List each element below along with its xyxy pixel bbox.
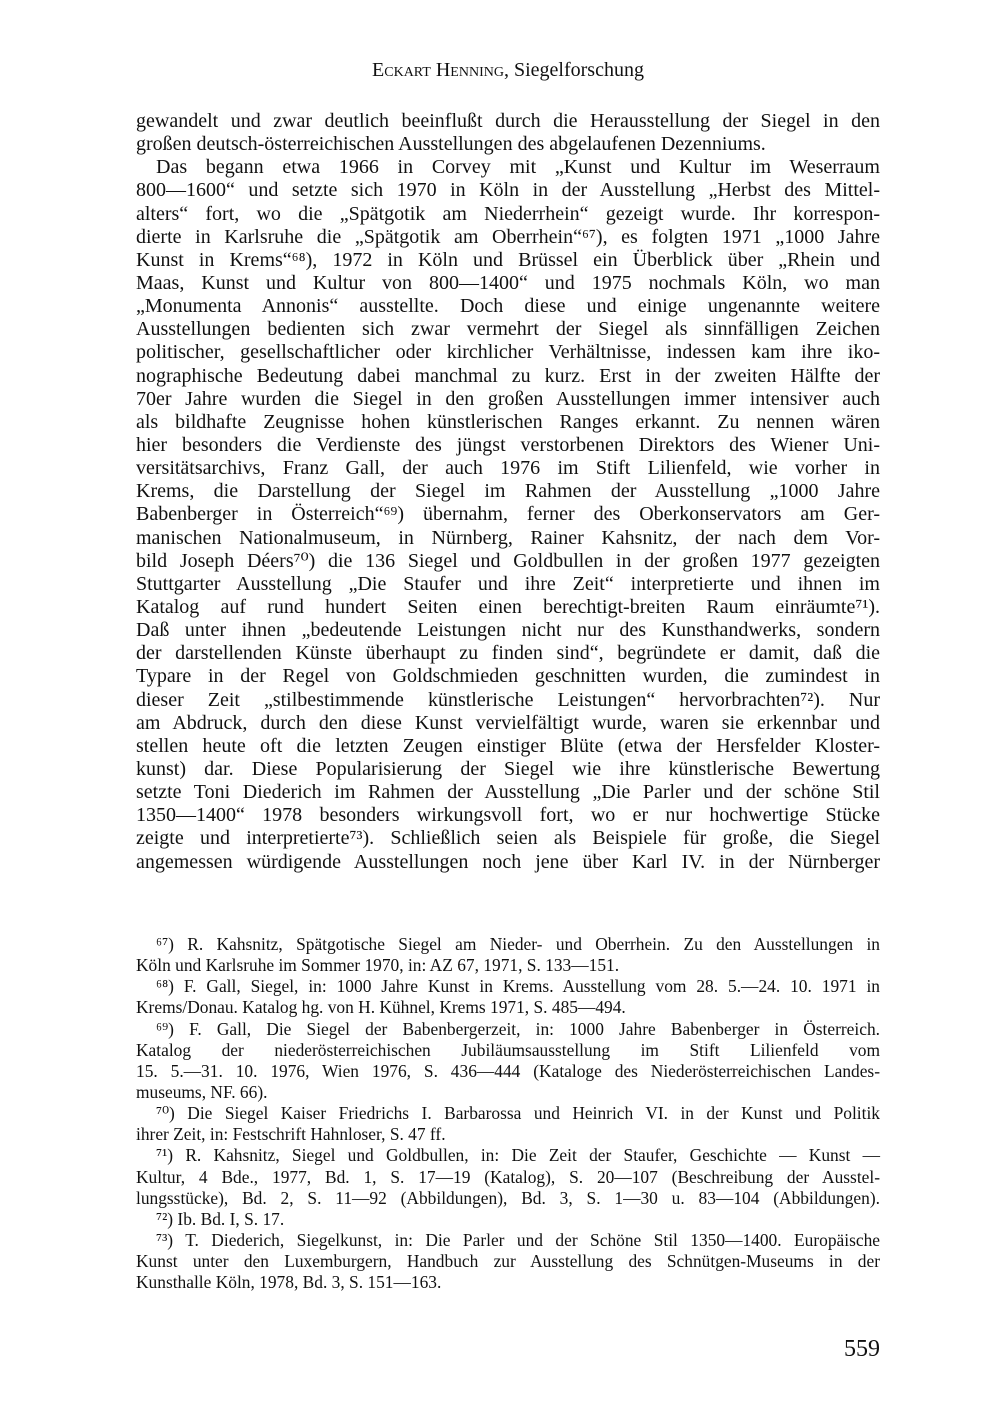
body-line: bild Joseph Déers⁷⁰) die 136 Siegel und Goldbullen in der großen 1977 gezeigten [136,549,880,572]
footnote-line: Kultur, 4 Bde., 1977, Bd. 1, S. 17—19 (Katalog), S. 20—107 (Beschreibung der Ausstel- [136,1166,880,1187]
running-head-author: Eckart Henning [372,59,504,81]
body-line: versitätsarchivs, Franz Gall, der auch 1976 im Stift Lilienfeld, wie vorher in [136,457,880,480]
footnote-line: museums, NF. 66). [136,1081,268,1102]
footnote-line: Kunst unter den Luxemburgern, Handbuch zur Ausstellung des Schnütgen-Museums in der [136,1251,880,1272]
footnote-line: Kunsthalle Köln, 1978, Bd. 3, S. 151—163. [136,1272,442,1293]
page-number: 559 [844,1336,880,1362]
body-line: 800—1600“ und setzte sich 1970 in Köln in der Ausstellung „Herbst des Mittel- [136,179,880,202]
footnote-line: ihrer Zeit, in: Festschrift Hahnloser, S. 47 ff. [136,1124,446,1145]
body-line: hier besonders die Verdienste des jüngst verstorbenen Direktors des Wiener Uni- [136,433,880,456]
body-line: Katalog auf rund hundert Seiten einen berechtigt-breiten Raum einräumte⁷¹). [136,595,880,618]
body-line: nographische Bedeutung dabei manchmal zu kurz. Erst in der zweiten Hälfte der [136,364,880,387]
body-line: großen deutsch-österreichischen Ausstellungen des abgelaufenen Dezenniums. [136,133,766,156]
body-line: Das begann etwa 1966 in Corvey mit „Kunst und Kultur im Weserraum [156,156,880,179]
body-line: Maas, Kunst und Kultur von 800—1400“ und 1975 nochmals Köln, wo man [136,271,880,294]
body-line: Babenberger in Österreich“⁶⁹) übernahm, ferner des Oberkonservators am Ger- [136,503,880,526]
footnote-line: lungsstücke), Bd. 2, S. 11—92 (Abbildungen), Bd. 3, S. 1—30 u. 83—104 (Abbildungen). [136,1187,880,1208]
footnotes [136,934,880,1293]
body-line: gewandelt und zwar deutlich beeinflußt durch die Herausstellung der Siegel in den [136,110,880,132]
body-line: „Monumenta Annonis“ ausstellte. Doch diese und einige ungenannte weitere [136,295,880,318]
footnote-line: ⁷⁰) Die Siegel Kaiser Friedrichs I. Barbarossa und Heinrich VI. in der Kunst und Politik [156,1103,880,1124]
body-line: kunst) dar. Diese Popularisierung der Siegel wie ihre künstlerische Bewertung [136,757,880,780]
body-line: der darstellenden Künste überhaupt zu finden sind“, begründete er damit, daß die [136,642,880,665]
footnote-line: ⁶⁷) R. Kahsnitz, Spätgotische Siegel am Nieder- und Oberrhein. Zu den Ausstellungen in [156,934,880,954]
body-line: setzte Toni Diederich im Rahmen der Ausstellung „Die Parler und der schöne Stil [136,781,880,804]
footnote-line: Katalog der niederösterreichischen Jubiläumsausstellung im Stift Lilienfeld vom [136,1039,880,1060]
running-head [136,56,880,84]
running-head-title: , Siegelforschung [503,59,644,81]
body-line: Daß unter ihnen „bedeutende Leistungen nicht nur des Kunsthandwerks, sondern [136,619,880,642]
body-line: als bildhafte Zeugnisse hohen künstlerischen Ranges erkannt. Zu nennen wären [136,410,880,433]
body-line: alters“ fort, wo die „Spätgotik am Niederrhein“ gezeigt wurde. Ihr korrespon- [136,202,880,225]
footnote-line: 15. 5.—31. 10. 1976, Wien 1976, S. 436—444 (Kataloge des Niederösterreichischen Landes- [136,1060,880,1081]
body-line: 1350—1400“ 1978 besonders wirkungsvoll fort, wo er nur hochwertige Stücke [136,804,880,827]
footnote-line: Krems/Donau. Katalog hg. von H. Kühnel, Krems 1971, S. 485—494. [136,997,626,1018]
body-line: 70er Jahre wurden die Siegel in den großen Ausstellungen immer intensiver auch [136,387,880,410]
footnote-line: ⁷²) Ib. Bd. I, S. 17. [156,1208,285,1229]
footnote-line: ⁷¹) R. Kahsnitz, Siegel und Goldbullen, in: Die Zeit der Staufer, Geschichte — Kunst — [156,1145,880,1166]
body-line: manischen Nationalmuseum, in Nürnberg, Rainer Kahsnitz, der nach dem Vor- [136,526,880,549]
body-line: am Abdruck, durch den diese Kunst vervielfältigt wurde, waren sie erkennbar und [136,711,880,734]
body-line: zeigte und interpretierte⁷³). Schließlich seien als Beispiele für große, die Siegel [136,827,880,850]
body-line: Ausstellungen bedienten sich zwar vermehrt der Siegel als sinnfälligen Zeichen [136,318,880,341]
body-line: Stuttgarter Ausstellung „Die Staufer und ihre Zeit“ interpretierte und ihnen im [136,572,880,595]
footnote-line: Köln und Karlsruhe im Sommer 1970, in: AZ 67, 1971, S. 133—151. [136,955,620,976]
body-line: Krems, die Darstellung der Siegel im Rahmen der Ausstellung „1000 Jahre [136,480,880,503]
body-text [136,110,880,874]
footnote-line: ⁶⁸) F. Gall, Siegel, in: 1000 Jahre Kunst in Krems. Ausstellung vom 28. 5.—24. 10. 1971 in [156,976,880,997]
body-line: politischer, gesellschaftlicher oder kirchlicher Verhältnisse, indessen kam ihre iko- [136,341,880,364]
body-line: dierte in Karlsruhe die „Spätgotik am Oberrhein“⁶⁷), es folgten 1971 „1000 Jahre [136,225,880,248]
body-line: Kunst in Krems“⁶⁸), 1972 in Köln und Brüssel ein Überblick über „Rhein und [136,248,880,271]
footnote-line: ⁶⁹) F. Gall, Die Siegel der Babenbergerzeit, in: 1000 Jahre Babenberger in Österreich. [156,1018,880,1039]
body-line: Typare in der Regel von Goldschmieden geschnitten wurden, die zumindest in [136,665,880,688]
footnote-line: ⁷³) T. Diederich, Siegelkunst, in: Die Parler und der Schöne Stil 1350—1400. Europäische [156,1229,880,1250]
body-line: dieser Zeit „stilbestimmende künstlerische Leistungen“ hervorbrachten⁷²). Nur [136,688,880,711]
body-line: angemessen würdigende Ausstellungen noch jene über Karl IV. in der Nürnberger [136,850,880,873]
body-line: stellen heute oft die letzten Zeugen einstiger Blüte (etwa der Hersfelder Kloster- [136,734,880,757]
